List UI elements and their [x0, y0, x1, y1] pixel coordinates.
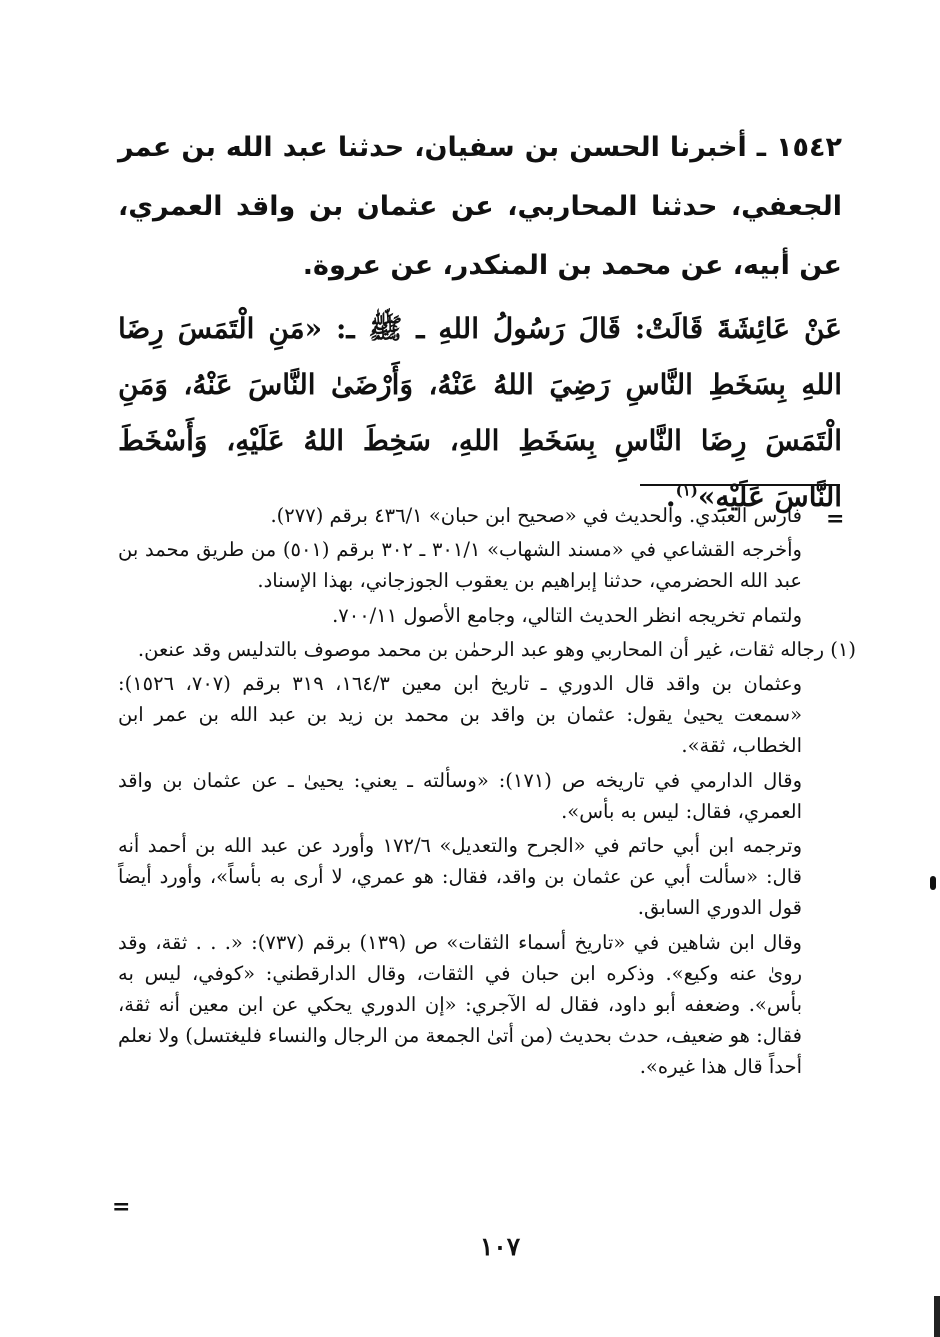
footnote-continuation-2: وأخرجه القشاعي في «مسند الشهاب» ٣٠١/١ ـ ٣٠٢ برقم (٥٠١) من طريق محمد بن عبد الله الحضرمي، حدثنا إبراهيم بن يعقوب الجوزجاني، بهذا الإسناد. — [118, 538, 802, 593]
footnotes-section — [118, 500, 856, 1086]
footnote-continuation-3: ولتمام تخريجه انظر الحديث التالي، وجامع الأصول ٧٠٠/١١. — [332, 603, 802, 627]
page-number: ١٠٧ — [479, 1232, 521, 1261]
continuation-mark-bottom: = — [112, 1194, 131, 1220]
hadith-matn-text: عَنْ عَائِشَةَ قَالَتْ: قَالَ رَسُولُ اللهِ ـ ﷺ ـ: «مَنِ الْتَمَسَ رِضَا اللهِ بِسَخَطِ النَّاسِ رَضِيَ اللهُ عَنْهُ، وَأَرْضَىٰ النَّاسَ عَنْهُ، وَمَنِ الْتَمَسَ رِضَا النَّاسِ بِسَخَطِ اللهِ، سَخِطَ اللهُ عَلَيْهِ، وَأَسْخَطَ النَّاسَ عَلَيْهِ» — [118, 312, 842, 513]
scan-edge-mark — [930, 876, 936, 890]
footnote-1-paragraph-3: وقال الدارمي في تاريخه ص (١٧١): «وسألته ـ يعني: يحيىٰ ـ عن عثمان بن واقد العمري، فقال: ليس به بأس». — [118, 768, 802, 823]
footnote-reference[interactable]: (١) — [675, 481, 698, 500]
hadith-entry — [118, 118, 842, 525]
footnote-1-paragraph-5: وقال ابن شاهين في «تاريخ أسماء الثقات» ص (١٣٩) برقم (٧٣٧): «. . . ثقة، وقد روىٰ عنه وكيع». وذكره ابن حبان في الثقات، وقال الدارقطني: «كوفي، ليس به بأس». وضعفه أبو داود، فقال له الآجري: «إن الدوري يحكي عن ابن معين أنه ثقة، فقال: هو ضعيف، حدث بحديث (من أتىٰ الجمعة من الرجال والنساء فليغتسل) ولا نعلم أحداً قال هذا غيره». — [118, 930, 802, 1079]
scan-edge-shadow — [934, 1296, 940, 1337]
hadith-end-mark: . — [665, 480, 676, 513]
continuation-mark-top: = — [826, 506, 845, 532]
hadith-isnad: ١٥٤٢ ـ أخبرنا الحسن بن سفيان، حدثنا عبد الله بن عمر الجعفي، حدثنا المحاربي، عن عثمان بن واقد العمري، عن أبيه، عن محمد بن المنكدر، عن عروة. — [118, 132, 842, 281]
footnote-1-paragraph-4: وترجمه ابن أبي حاتم في «الجرح والتعديل» ١٧٢/٦ وأورد عن عبد الله بن أحمد أنه قال: «سألت أبي عن عثمان بن واقد، فقال: هو عمري، لا أرى به بأساً»، وأورد أيضاً قول الدوري السابق. — [118, 834, 802, 920]
footnote-1: (١) رجاله ثقات، غير أن المحاربي وهو عبد الرحمٰن بن محمد موصوف بالتدليس وقد عنعن. — [137, 637, 856, 661]
hadith-matn — [118, 301, 842, 525]
footnote-continuation-1: فارس العبدي. والحديث في «صحيح ابن حبان» ٤٣٦/١ برقم (٢٧٧). — [270, 504, 802, 527]
footnote-separator — [640, 484, 840, 486]
footnote-1-paragraph-2: وعثمان بن واقد قال الدوري ـ تاريخ ابن معين ١٦٤/٣، ٣١٩ برقم (٧٠٧، ١٥٢٦): «سمعت يحيىٰ يقول: عثمان بن واقد بن محمد بن زيد بن عبد الله بن عمر ابن الخطاب، ثقة». — [118, 672, 802, 758]
